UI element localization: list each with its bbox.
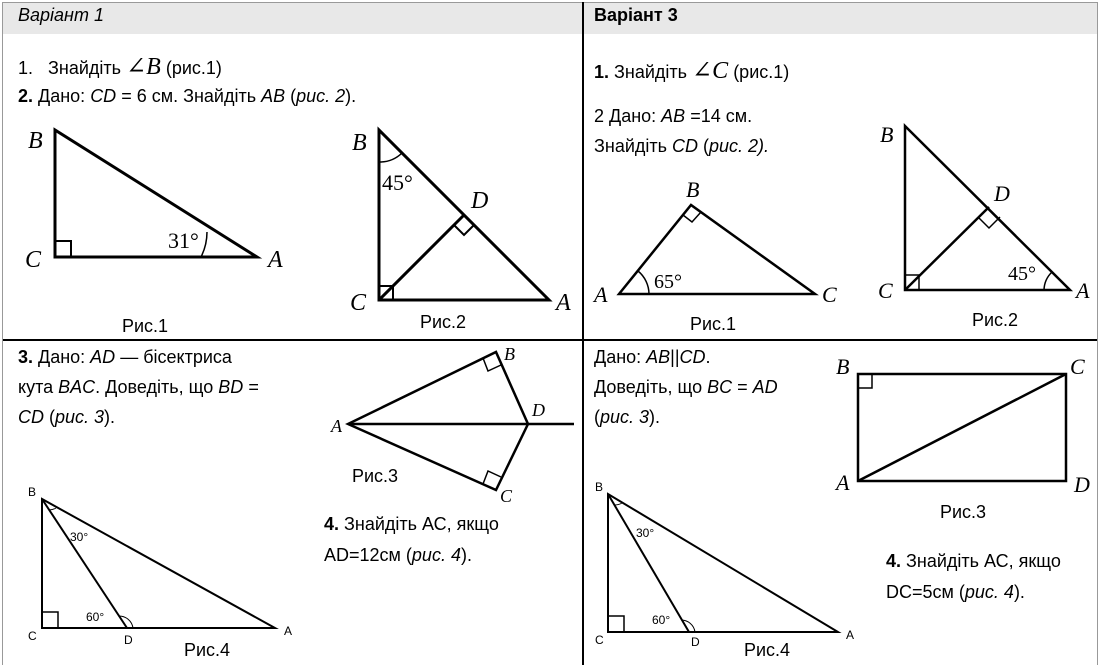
right-angle-mark [483,471,501,484]
variant1-title: Варіант 1 [18,5,104,25]
v3-figure-1 [588,176,848,316]
v3-question-4-line2 [886,577,1025,607]
q-text: ( [698,136,710,156]
segment-bd [608,494,689,632]
q-text: Знайдіть АС, якщо [901,551,1061,571]
label-b: B [595,480,604,494]
table-border-right [1097,2,1098,665]
q-ref: (рис.1) [733,62,790,82]
segment-ad: AD [752,377,778,397]
angle-label: 45° [1008,263,1036,285]
q-text: ). [104,407,116,427]
label-c: C [1070,354,1085,379]
q-num: 4. [324,514,340,534]
q-text: ). [649,407,661,427]
label-b: B [686,177,700,202]
label-d: D [471,188,489,214]
angle-arc [615,503,622,505]
v1-figure-1 [0,110,300,340]
v3-question-2-line2 [594,131,769,161]
segment-cd: CD [672,136,699,156]
label-a: A [284,624,293,638]
angle-label: 31° [168,228,199,253]
label-a: A [594,282,608,307]
q-text: =14 см. [685,106,753,126]
q-text: . Доведіть, що [95,377,219,397]
segment-ab: AB [261,86,286,106]
triangle [55,130,257,257]
v1-question-4-line1 [324,509,499,539]
segment-ab: AB [661,106,686,126]
label-c: C [822,282,837,307]
q-text: Доведіть, що [594,377,708,397]
v1-question-3-line2 [18,372,259,402]
v3-question-2-line1 [594,101,752,131]
label-d: D [691,635,700,649]
v3-fig3-caption: Рис.3 [940,502,987,522]
angle-label-30: 30° [70,530,89,544]
segment-cd: CD [90,86,117,106]
label-a: A [331,416,342,436]
q-text: AD=12см ( [324,545,412,565]
right-angle-mark [42,612,58,628]
triangle [42,499,275,628]
q-text: ). [460,545,472,565]
segment-ad: AD [90,347,116,367]
segment-cd: CD [679,347,706,367]
q-text: Дано: [594,347,647,367]
q-text: DC=5см ( [886,582,965,602]
v1-figure-4 [20,484,310,647]
q-text: = [243,377,259,397]
table-border-top [2,2,1098,3]
right-angle-mark [454,225,474,235]
label-b: B [880,122,894,147]
angle-arc [638,271,649,294]
v1-question-1 [18,52,222,83]
angle-symbol: ∠B [126,54,161,80]
q-text: ). [345,86,357,106]
v1-fig2-caption: Рис.2 [420,312,467,332]
figure-ref: рис. 4 [411,545,461,565]
angle-label-60: 60° [86,610,105,624]
label-c: C [25,247,42,273]
q-text: Знайдіть [48,58,122,78]
angle-arc [379,153,402,162]
v1-fig1-caption: Рис.1 [122,316,169,336]
angle-arc [49,508,56,510]
v3-question-3-line2 [594,372,778,402]
q-text: 2 Дано: [594,106,662,126]
label-b: B [836,354,850,379]
angle-label: 45° [382,170,413,195]
segment-cd: CD [18,407,44,427]
right-angle-mark [608,616,624,632]
q-text: . [705,347,711,367]
q-text: ( [44,407,55,427]
label-a: A [836,470,850,495]
altitude-cd [379,215,464,300]
altitude-cd [905,207,989,290]
label-d: D [532,400,545,420]
q-text: Знайдіть [609,62,688,82]
v1-question-4-line2 [324,540,472,570]
figure-ref: рис. 4 [964,582,1014,602]
variant3-title: Варіант 3 [594,5,678,25]
v3-question-1 [594,56,789,87]
angle-arc [201,232,207,257]
angle-symbol: ∠C [692,58,729,84]
label-c: C [350,290,367,316]
angle-label: 65° [654,271,682,293]
q-text: = [732,377,753,397]
v1-figure-2 [330,110,580,320]
v3-figure-2 [870,110,1096,310]
v3-fig2-caption: Рис.2 [972,310,1019,330]
segment-bd [42,499,127,628]
v1-question-3-line1 [18,342,232,372]
diagonal-ac [858,374,1066,481]
label-b: B [504,344,515,364]
v3-figure-4 [586,478,866,649]
parallel-symbol: || [670,347,680,367]
v1-fig3-caption: Рис.3 [352,466,399,486]
v1-question-3-line3 [18,402,115,432]
segment-bd: BD [218,377,244,397]
q-text: ( [285,86,297,106]
label-c: C [28,629,37,643]
label-c: C [595,633,604,647]
q-text: — бісектриса [115,347,232,367]
v3-fig1-caption: Рис.1 [690,314,737,334]
angle-bac: BAC [58,377,96,397]
label-a: A [556,290,571,316]
q-num: 4. [886,551,902,571]
right-angle-mark [55,241,71,257]
figure-ref: рис. 3 [55,407,105,427]
q-ref: (рис.1) [165,58,222,78]
angle-label-60: 60° [652,613,671,627]
label-b: B [28,128,43,154]
label-d: D [1074,472,1090,497]
q-text: Знайдіть АС, якщо [339,514,499,534]
q-text: кута [18,377,59,397]
v1-question-2 [18,81,356,111]
table-column-divider [582,2,584,665]
v3-question-4-line1 [886,546,1061,576]
v1-fig4-caption: Рис.4 [184,640,231,660]
label-d: D [994,181,1010,206]
q-text: ). [1013,582,1025,602]
q-num: 1. [594,62,610,82]
label-b: B [352,130,367,156]
angle-arc [1044,272,1052,290]
v3-question-3-line1 [594,342,711,372]
triangle [619,205,815,294]
label-c: C [500,486,513,506]
segment-bc: BC [707,377,733,397]
v3-question-3-line3 [594,402,660,432]
triangle [608,494,838,632]
label-a: A [268,247,283,273]
q-num: 1. [18,58,34,78]
right-angle-mark [858,374,872,388]
figure-ref: рис. 3 [600,407,650,427]
q-num: 3. [18,347,34,367]
q-text: ( [594,407,600,427]
q-text: = 6 см. Знайдіть [116,86,262,106]
segment-ab: AB [646,347,671,367]
v3-figure-3 [830,350,1096,500]
figure-ref: рис. 2). [709,136,770,156]
label-a: A [1076,278,1090,303]
figure-ref: рис. 2 [296,86,346,106]
label-d: D [124,633,133,647]
q-text: Дано: [33,347,91,367]
label-b: B [28,485,37,499]
q-text: Дано: [38,86,91,106]
q-text: Знайдіть [594,136,673,156]
label-c: C [878,278,893,303]
q-num: 2. [18,86,34,106]
v3-fig4-caption: Рис.4 [744,640,791,660]
label-a: A [846,628,855,642]
angle-label-30: 30° [636,526,655,540]
